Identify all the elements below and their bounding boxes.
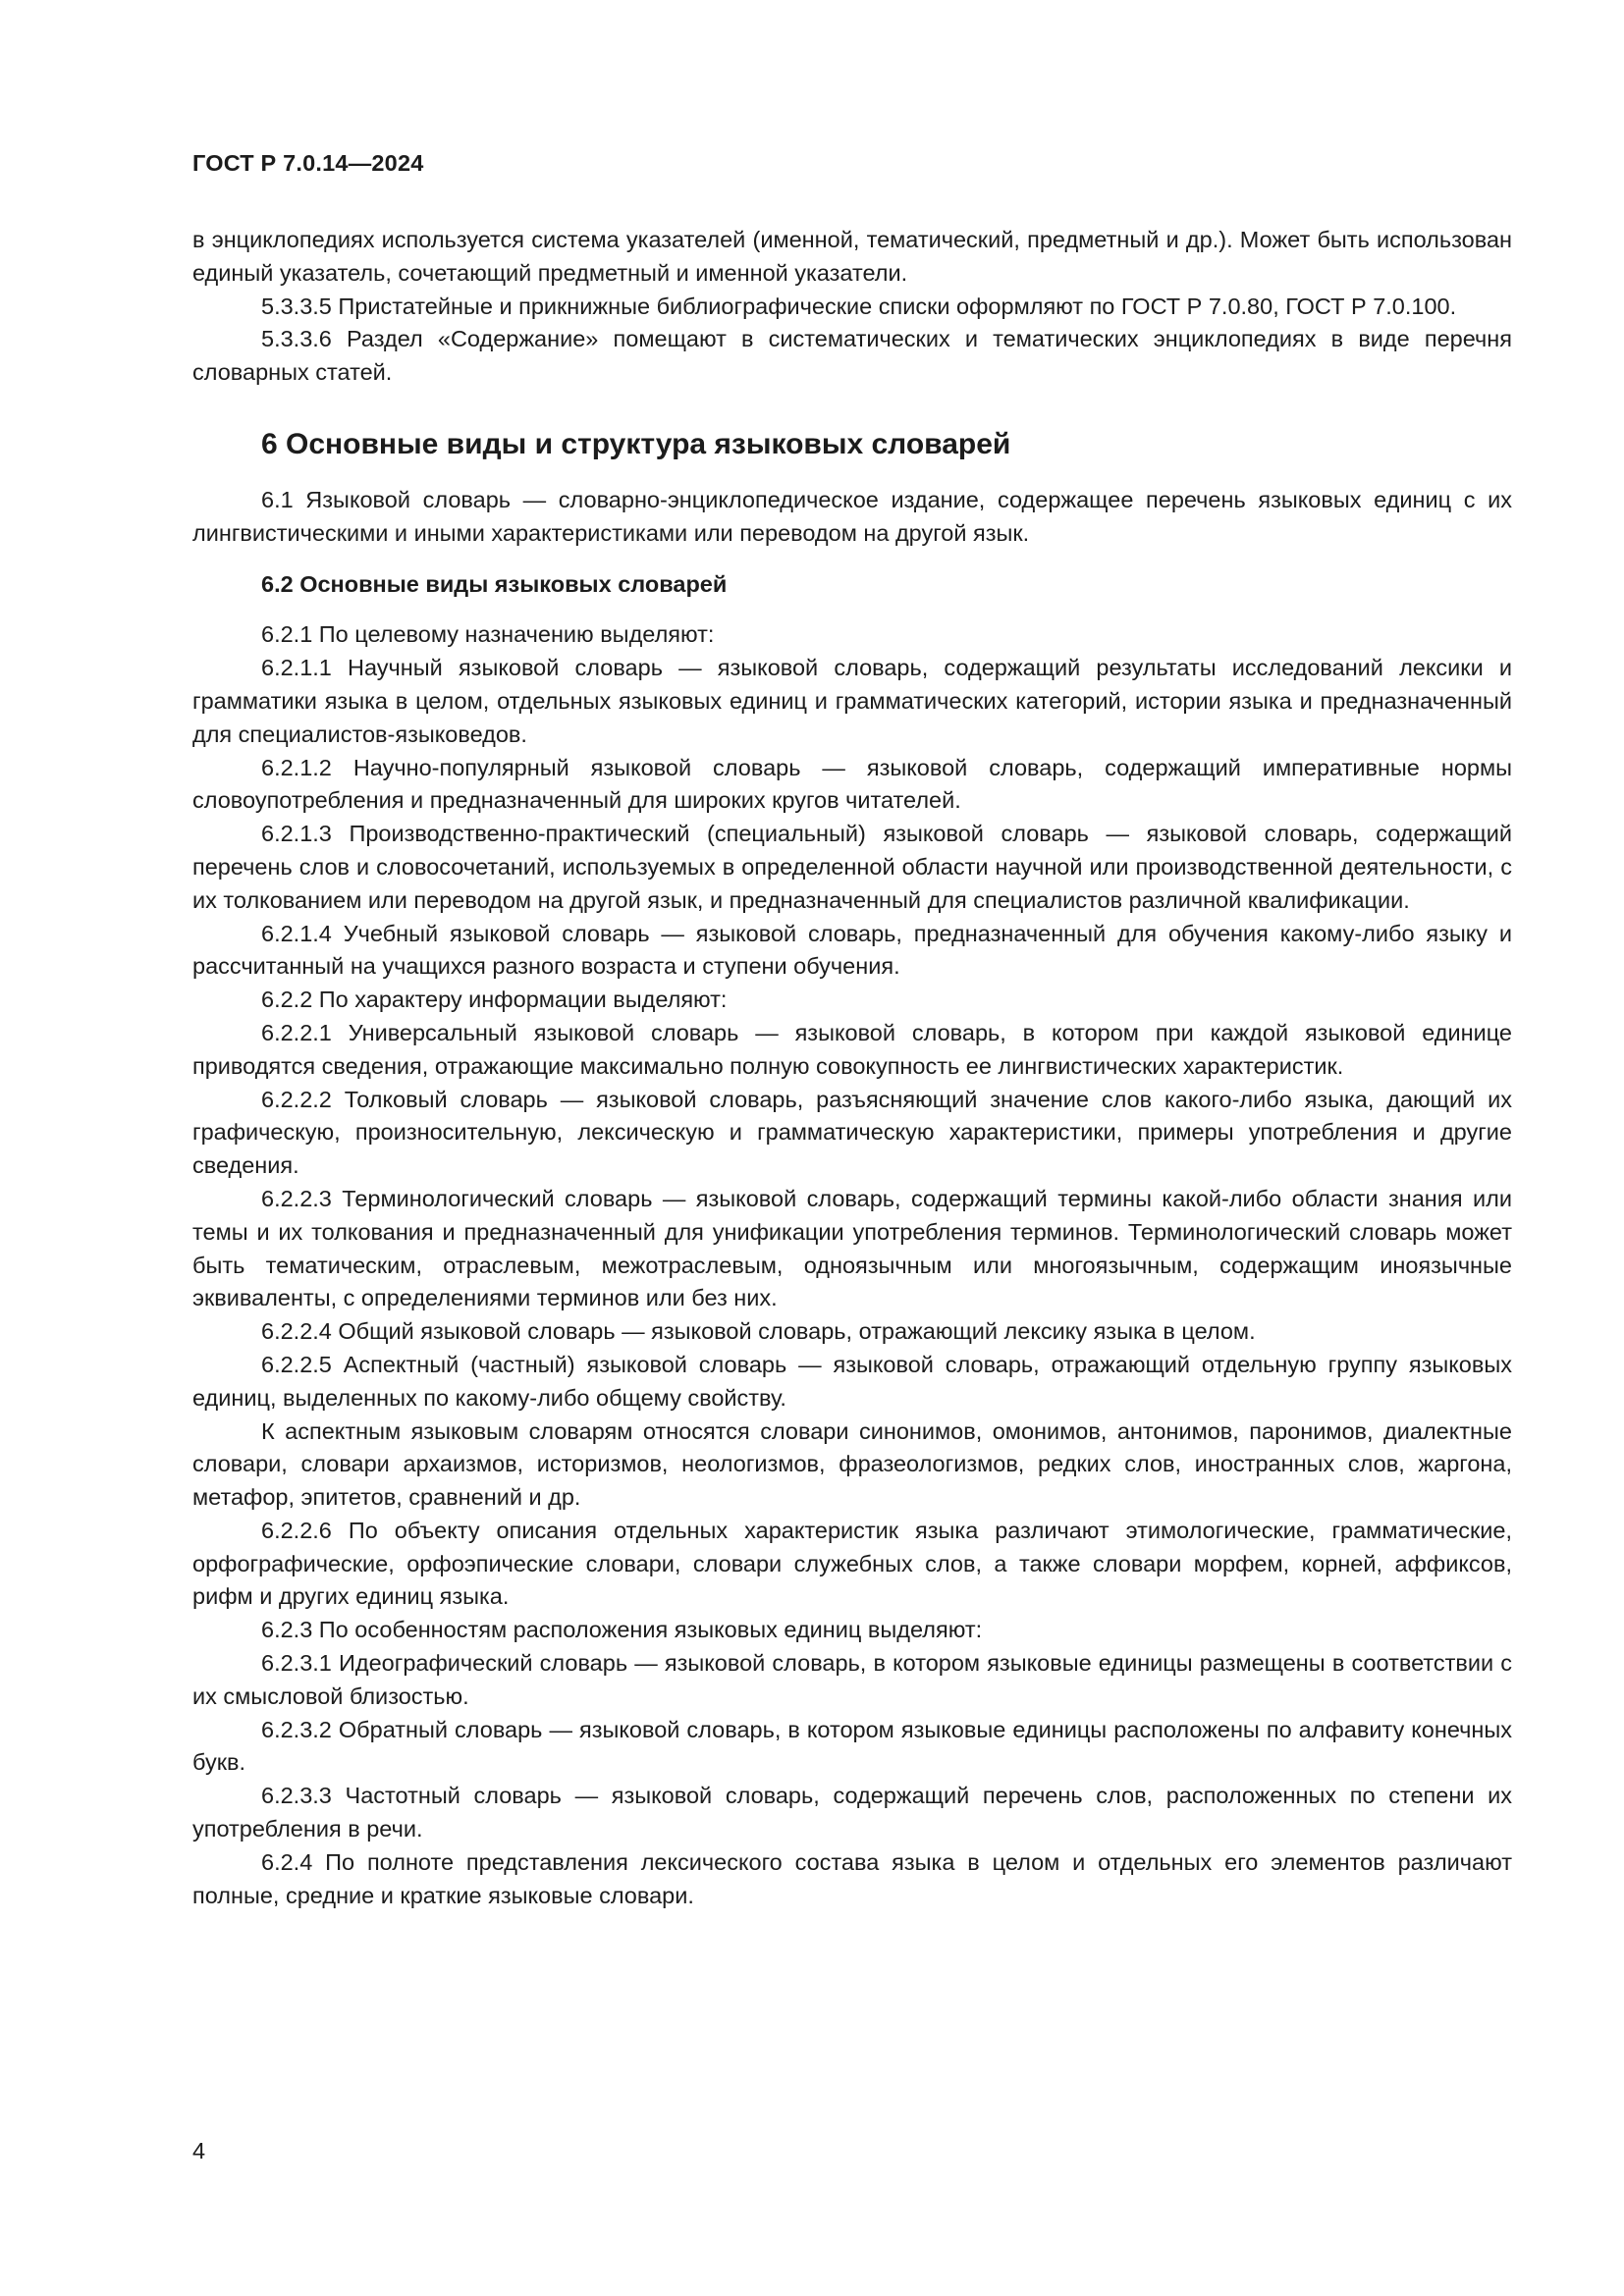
page-number: 4: [192, 2138, 206, 2163]
paragraph-6-2-4: 6.2.4 По полноте представления лексического состава языка в целом и отдельных его элементов различают полные, средние и краткие языковые словари.: [192, 1848, 1512, 1908]
section-6-title: 6 Основные виды и структура языковых словарей: [261, 427, 1011, 460]
paragraph-continuation: в энциклопедиях используется система указателей (именной, тематический, предметный и др.). Может быть использован единый указатель, сочетающий предметный и именной указатели.: [192, 227, 1512, 286]
standard-id-header: ГОСТ Р 7.0.14—2024: [192, 150, 424, 176]
paragraph-6-2-2-3: 6.2.2.3 Терминологический словарь — языковой словарь, содержащий термины какой-либо области знания или темы и их толкования и предназначенный для унификации употребления терминов. Терминологический словарь может быть тематическим, отраслевым, межотраслевым, одноязычным или многоязычным, содержащим иноязычные эквиваленты, с определениями терминов или без них.: [192, 1185, 1512, 1311]
paragraph-6-2-3-1: 6.2.3.1 Идеографический словарь — языковой словарь, в котором языковые единицы размещены в соответствии с их смысловой близостью.: [192, 1650, 1512, 1709]
paragraph-6-1: 6.1 Языковой словарь — словарно-энциклопедическое издание, содержащее перечень языковых единиц с их лингвистическими и иными характеристиками или переводом на другой язык.: [192, 486, 1512, 546]
paragraph-6-2-1-1: 6.2.1.1 Научный языковой словарь — языковой словарь, содержащий результаты исследований лексики и грамматики языка в целом, отдельных языковых единиц и грамматических категорий, истории языка и предназначенный для специалистов-языковедов.: [192, 655, 1512, 747]
paragraph-6-2-1: 6.2.1 По целевому назначению выделяют:: [261, 621, 715, 648]
paragraph-6-2-3: 6.2.3 По особенностям расположения языковых единиц выделяют:: [261, 1617, 983, 1643]
paragraph-6-2-2-4: 6.2.2.4 Общий языковой словарь — языковой словарь, отражающий лексику языка в целом.: [261, 1318, 1256, 1345]
page-body: [192, 224, 1512, 1912]
paragraph-5-3-3-6: 5.3.3.6 Раздел «Содержание» помещают в систематических и тематических энциклопедиях в виде перечня словарных статей.: [192, 326, 1512, 386]
paragraph-6-2-1-2: 6.2.1.2 Научно-популярный языковой словарь — языковой словарь, содержащий императивные нормы словоупотребления и предназначенный для широких кругов читателей.: [192, 754, 1512, 814]
paragraph-6-2-1-3: 6.2.1.3 Производственно-практический (специальный) языковой словарь — языковой словарь, содержащий перечень слов и словосочетаний, используемых в определенной области научной или производственной деятельности, с их толкованием или переводом на другой язык, и предназначенный для специалистов различной квалификации.: [192, 821, 1512, 913]
paragraph-6-2-2-2: 6.2.2.2 Толковый словарь — языковой словарь, разъясняющий значение слов какого-либо языка, дающий их графическую, произносительную, лексическую и грамматическую характеристики, примеры употребления и другие сведения.: [192, 1086, 1512, 1179]
paragraph-6-2-3-2: 6.2.3.2 Обратный словарь — языковой словарь, в котором языковые единицы расположены по алфавиту конечных букв.: [192, 1716, 1512, 1776]
subsection-6-2-title: 6.2 Основные виды языковых словарей: [261, 570, 728, 597]
paragraph-5-3-3-5: 5.3.3.5 Пристатейные и прикнижные библиографические списки оформляют по ГОСТ Р 7.0.80, ГОСТ Р 7.0.100.: [261, 293, 1457, 319]
paragraph-aspect-dictionaries: К аспектным языковым словарям относятся словари синонимов, омонимов, антонимов, паронимов, диалектные словари, словари архаизмов, историзмов, неологизмов, фразеологизмов, редких слов, иностранных слов, жаргона, метафор, эпитетов, сравнений и др.: [192, 1417, 1512, 1511]
paragraph-6-2-2-6: 6.2.2.6 По объекту описания отдельных характеристик языка различают этимологические, грамматические, орфографические, орфоэпические словари, словари служебных слов, а также словари морфем, корней, аффиксов, рифм и других единиц языка.: [192, 1517, 1512, 1610]
paragraph-6-2-2: 6.2.2 По характеру информации выделяют:: [261, 987, 728, 1013]
paragraph-6-2-3-3: 6.2.3.3 Частотный словарь — языковой словарь, содержащий перечень слов, расположенных по степени их употребления в речи.: [192, 1783, 1512, 1842]
paragraph-6-2-2-1: 6.2.2.1 Универсальный языковой словарь — языковой словарь, в котором при каждой языковой единице приводятся сведения, отражающие максимально полную совокупность ее лингвистических характеристик.: [192, 1019, 1512, 1079]
paragraph-6-2-1-4: 6.2.1.4 Учебный языковой словарь — языковой словарь, предназначенный для обучения какому-либо языку и рассчитанный на учащихся разного возраста и ступени обучения.: [192, 920, 1512, 980]
paragraph-6-2-2-5: 6.2.2.5 Аспектный (частный) языковой словарь — языковой словарь, отражающий отдельную группу языковых единиц, выделенных по какому-либо общему свойству.: [192, 1351, 1512, 1411]
